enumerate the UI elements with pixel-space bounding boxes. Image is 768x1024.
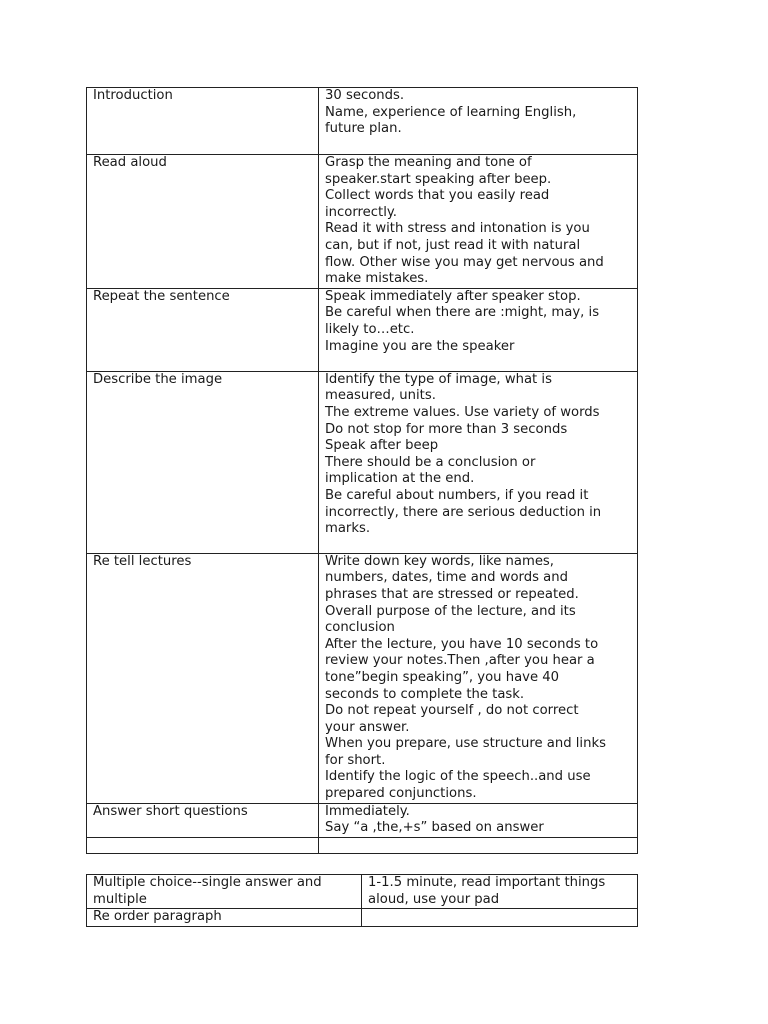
- task-cell: [87, 909, 362, 927]
- tip-line: When you prepare, use structure and links: [325, 736, 606, 752]
- tip-line: Say “a ,the,+s” based on answer: [325, 820, 544, 836]
- tip-line: aloud, use your pad: [368, 891, 500, 907]
- table-row: [87, 371, 638, 553]
- tips-cell: [362, 909, 638, 927]
- tip-line: Imagine you are the speaker: [325, 338, 515, 354]
- tip-line: likely to…etc.: [325, 321, 415, 337]
- table-row: [87, 288, 638, 371]
- tip-line: for short.: [325, 752, 386, 768]
- tip-line: marks.: [325, 521, 371, 537]
- tip-line: Do not repeat yourself , do not correct: [325, 703, 579, 719]
- tip-line: prepared conjunctions.: [325, 786, 477, 802]
- table-row: [87, 909, 638, 927]
- tip-line: measured, units.: [325, 388, 436, 404]
- table-row: [87, 553, 638, 803]
- task-label: Answer short questions: [93, 803, 248, 819]
- tip-line: incorrectly, there are serious deduction in: [325, 504, 602, 520]
- task-cell: [87, 803, 319, 837]
- tips-cell: [319, 837, 638, 853]
- tip-line: seconds to complete the task.: [325, 686, 525, 702]
- tip-line: phrases that are stressed or repeated.: [325, 586, 579, 602]
- speaking-tips-table: [86, 87, 638, 854]
- tip-line: future plan.: [325, 121, 402, 137]
- task-label: Repeat the sentence: [93, 288, 230, 304]
- reading-tips-table: [86, 874, 638, 927]
- tips-cell: [319, 371, 638, 553]
- tip-line: make mistakes.: [325, 271, 429, 287]
- task-label: Re tell lectures: [93, 553, 192, 569]
- tip-line: your answer.: [325, 719, 410, 735]
- task-cell: [87, 88, 319, 155]
- tip-line: Identify the type of image, what is: [325, 371, 552, 387]
- tip-line: The extreme values. Use variety of words: [325, 404, 600, 420]
- tip-line: 1-1.5 minute, read important things: [368, 875, 606, 890]
- tip-line: numbers, dates, time and words and: [325, 570, 568, 586]
- tip-line: Overall purpose of the lecture, and its: [325, 603, 576, 619]
- table-row: [87, 803, 638, 837]
- table-row: [87, 875, 638, 909]
- tip-line: Name, experience of learning English,: [325, 104, 577, 120]
- tip-line: Speak immediately after speaker stop.: [325, 288, 581, 304]
- tip-line: flow. Other wise you may get nervous and: [325, 254, 604, 270]
- task-cell: [87, 371, 319, 553]
- tip-line: Identify the logic of the speech..and use: [325, 769, 591, 785]
- tip-line: Be careful about numbers, if you read it: [325, 487, 589, 503]
- tip-line: speaker.start speaking after beep.: [325, 171, 552, 187]
- tips-cell: [319, 155, 638, 289]
- task-label: Re order paragraph: [93, 909, 222, 925]
- tip-line: Be careful when there are :might, may, is: [325, 305, 600, 321]
- tips-cell: [319, 288, 638, 371]
- tip-line: There should be a conclusion or: [325, 454, 536, 470]
- tips-cell: [319, 803, 638, 837]
- tip-line: Grasp the meaning and tone of: [325, 155, 532, 170]
- task-cell: [87, 837, 319, 853]
- tip-line: After the lecture, you have 10 seconds to: [325, 636, 599, 652]
- task-cell: [87, 875, 362, 909]
- tip-line: implication at the end.: [325, 471, 475, 487]
- task-cell: [87, 155, 319, 289]
- task-cell: [87, 553, 319, 803]
- table-row: [87, 155, 638, 289]
- tips-cell: [319, 553, 638, 803]
- tip-line: Collect words that you easily read: [325, 188, 550, 204]
- table-row-empty: [87, 837, 638, 853]
- tip-line: Write down key words, like names,: [325, 553, 554, 569]
- table-row: [87, 88, 638, 155]
- task-cell: [87, 288, 319, 371]
- task-label: Multiple choice--single answer and: [93, 875, 322, 890]
- tip-line: conclusion: [325, 620, 395, 636]
- tip-line: Speak after beep: [325, 438, 439, 454]
- tip-line: review your notes.Then ,after you hear a: [325, 653, 595, 669]
- tip-line: Read it with stress and intonation is you: [325, 221, 590, 237]
- tips-cell: [362, 875, 638, 909]
- tip-line: Immediately.: [325, 803, 410, 819]
- tip-line: can, but if not, just read it with natural: [325, 237, 581, 253]
- task-label: Read aloud: [93, 155, 167, 170]
- tip-line: tone”begin speaking”, you have 40: [325, 669, 560, 685]
- task-label: multiple: [93, 891, 147, 907]
- task-label: Introduction: [93, 88, 173, 103]
- tips-cell: [319, 88, 638, 155]
- tip-line: Do not stop for more than 3 seconds: [325, 421, 568, 437]
- tip-line: incorrectly.: [325, 204, 397, 220]
- task-label: Describe the image: [93, 371, 223, 387]
- tip-line: 30 seconds.: [325, 88, 405, 103]
